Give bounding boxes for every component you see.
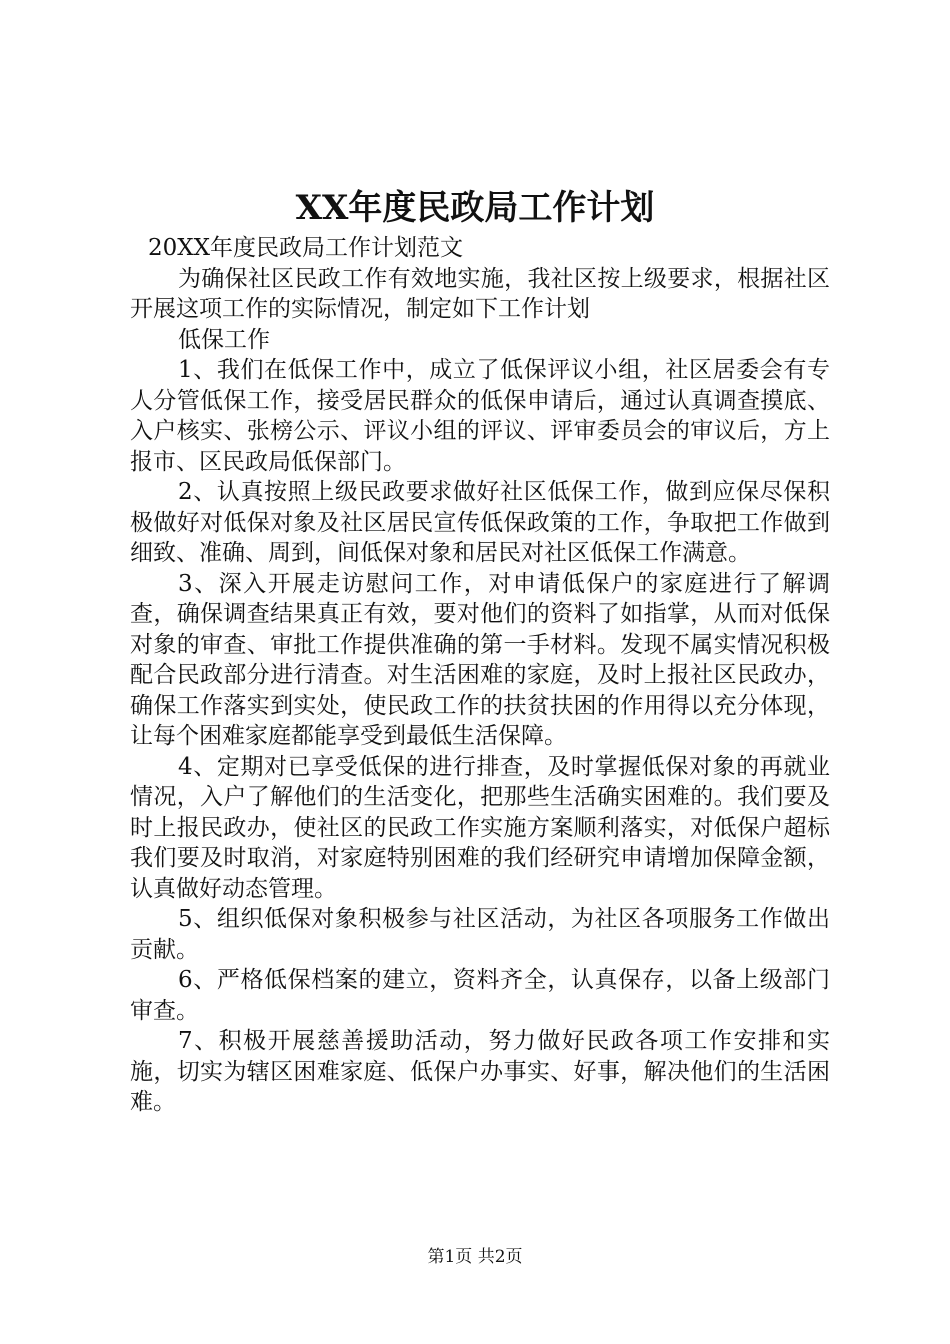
intro-paragraph: 为确保社区民政工作有效地实施，我社区按上级要求，根据社区开展这项工作的实际情况，制定如下工作计划 — [130, 265, 830, 322]
paragraph-item-5: 5、组织低保对象积极参与社区活动，为社区各项服务工作做出贡献。 — [130, 906, 830, 963]
paragraph-item-6: 6、严格低保档案的建立，资料齐全，认真保存，以备上级部门审查。 — [130, 967, 830, 1024]
paragraph-item-1: 1、我们在低保工作中，成立了低保评议小组，社区居委会有专人分管低保工作，接受居民群众的低保申请后，通过认真调查摸底、入户核实、张榜公示、评议小组的评议、评审委员会的审议后，方上报市、区民政局低保部门。 — [130, 357, 830, 475]
section-heading-dibao: 低保工作 — [178, 326, 270, 353]
document-subtitle: 20XX年度民政局工作计划范文 — [148, 235, 464, 261]
paragraph-item-7: 7、积极开展慈善援助活动，努力做好民政各项工作安排和实施，切实为辖区困难家庭、低保户办事实、好事，解决他们的生活困难。 — [130, 1028, 830, 1115]
paragraph-item-3: 3、深入开展走访慰问工作，对申请低保户的家庭进行了解调查，确保调查结果真正有效，要对他们的资料了如指掌，从而对低保对象的审查、审批工作提供准确的第一手材料。发现不属实情况积极配合民政部分进行清查。对生活困难的家庭，及时上报社区民政办，确保工作落实到实处，使民政工作的扶贫扶困的作用得以充分体现，让每个困难家庭都能享受到最低生活保障。 — [130, 570, 830, 749]
document-body — [130, 233, 830, 1118]
document-title: XX年度民政局工作计划 — [295, 188, 655, 228]
page-number-footer: 第1页 共2页 — [427, 1247, 523, 1267]
paragraph-item-2: 2、认真按照上级民政要求做好社区低保工作，做到应保尽保积极做好对低保对象及社区居民宣传低保政策的工作，争取把工作做到细致、准确、周到，间低保对象和居民对社区低保工作满意。 — [130, 479, 830, 566]
paragraph-item-4: 4、定期对已享受低保的进行排查，及时掌握低保对象的再就业情况，入户了解他们的生活变化，把那些生活确实困难的。我们要及时上报民政办，使社区的民政工作实施方案顺利落实，对低保户超标我们要及时取消，对家庭特别困难的我们经研究申请增加保障金额，认真做好动态管理。 — [130, 753, 830, 902]
